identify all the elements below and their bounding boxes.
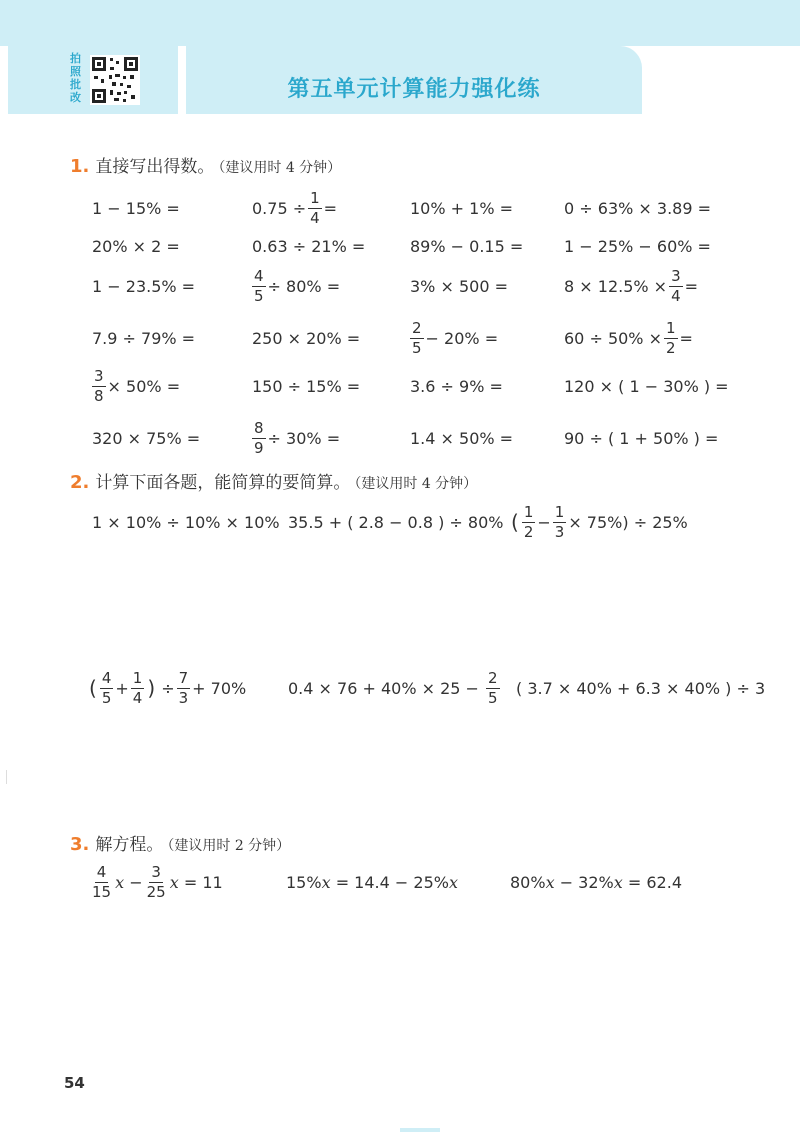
oral-problem: 60 ÷ 50% × $\frac{1}{2}$ = bbox=[564, 318, 693, 357]
section-2-heading: 计算下面各题，能简算的要简算。 bbox=[95, 473, 351, 493]
section-1-heading: 直接写出得数。 bbox=[95, 157, 215, 177]
fraction: $\frac{1}{2}$ bbox=[666, 318, 676, 357]
calc-problem: ( $\frac{4}{5}$ + $\frac{1}{4}$ ) ÷ $\frac{7}{3}$ + 70% bbox=[89, 668, 247, 707]
oral-problem: $\frac{4}{5}$ ÷ 80% = bbox=[254, 266, 341, 305]
section-3-title bbox=[70, 830, 290, 855]
section-2-title bbox=[70, 468, 477, 493]
page-title: 第五单元计算能力强化练 bbox=[287, 77, 541, 102]
oral-problem: 320 × 75% = bbox=[92, 428, 201, 448]
side-mark bbox=[6, 770, 7, 784]
fraction: $\frac{3}{25}$ bbox=[146, 862, 166, 901]
section-2-hint: （建议用时 4 分钟） bbox=[354, 476, 478, 492]
oral-problem: 0 ÷ 63% × 3.89 = bbox=[564, 198, 712, 218]
oral-problem: $\frac{3}{8}$ × 50% = bbox=[94, 366, 181, 405]
fraction: $\frac{4}{5}$ bbox=[254, 266, 264, 305]
oral-problem: $\frac{8}{9}$ ÷ 30% = bbox=[254, 418, 341, 457]
calc-problem: ( $\frac{1}{2}$ − $\frac{1}{3}$ × 75%) ÷ 25% bbox=[511, 502, 688, 541]
oral-problem: 0.63 ÷ 21% = bbox=[252, 236, 366, 256]
fraction: $\frac{8}{9}$ bbox=[254, 418, 264, 457]
qr-code-icon[interactable] bbox=[90, 55, 140, 105]
equation: 15% x = 14.4 − 25% x bbox=[286, 872, 458, 892]
section-3-hint: （建议用时 2 分钟） bbox=[167, 838, 291, 854]
page-number: 54 bbox=[64, 1074, 85, 1092]
fraction: $\frac{1}{4}$ bbox=[132, 668, 143, 707]
section-3-number: 3. bbox=[70, 834, 90, 855]
oral-problem: 1.4 × 50% = bbox=[410, 428, 514, 448]
oral-problem: 3% × 500 = bbox=[410, 276, 508, 296]
fraction: $\frac{1}{3}$ bbox=[554, 502, 565, 541]
fraction: $\frac{3}{4}$ bbox=[671, 266, 681, 305]
calc-problem: 35.5 + ( 2.8 − 0.8 ) ÷ 80% bbox=[288, 512, 504, 532]
oral-problem: 250 × 20% = bbox=[252, 328, 361, 348]
oral-problem: 1 − 15% = bbox=[92, 198, 180, 218]
fraction: $\frac{2}{5}$ bbox=[412, 318, 422, 357]
section-1-title bbox=[70, 152, 341, 177]
section-2-number: 2. bbox=[70, 472, 90, 493]
oral-problem: 8 × 12.5% × $\frac{3}{4}$ = bbox=[564, 266, 699, 305]
fraction: $\frac{4}{5}$ bbox=[101, 668, 112, 707]
section-1-number: 1. bbox=[70, 156, 90, 177]
calc-problem: 0.4 × 76 + 40% × 25 − $\frac{2}{5}$ bbox=[288, 668, 498, 707]
oral-problem: 3.6 ÷ 9% = bbox=[410, 376, 503, 396]
calc-problem: 1 × 10% ÷ 10% × 10% bbox=[92, 512, 280, 532]
oral-problem: 90 ÷ ( 1 + 50% ) = bbox=[564, 428, 719, 448]
equation: 80% x − 32% x = 62.4 bbox=[510, 872, 682, 892]
fraction: $\frac{7}{3}$ bbox=[178, 668, 189, 707]
fraction: $\frac{1}{2}$ bbox=[523, 502, 534, 541]
oral-problem: 0.75 ÷ $\frac{1}{4}$ = bbox=[252, 188, 338, 227]
fraction: $\frac{3}{8}$ bbox=[94, 366, 104, 405]
oral-problem: 7.9 ÷ 79% = bbox=[92, 328, 196, 348]
oral-problem: 1 − 25% − 60% = bbox=[564, 236, 711, 256]
fraction: $\frac{4}{15}$ bbox=[92, 862, 112, 901]
oral-problem: 89% − 0.15 = bbox=[410, 236, 524, 256]
calc-problem: ( 3.7 × 40% + 6.3 × 40% ) ÷ 3 bbox=[516, 678, 766, 698]
oral-problem: 120 × ( 1 − 30% ) = bbox=[564, 376, 729, 396]
fraction: $\frac{2}{5}$ bbox=[488, 668, 498, 707]
fraction: $\frac{1}{4}$ bbox=[310, 188, 320, 227]
bottom-edge-mark bbox=[400, 1128, 440, 1132]
equation: $\frac{4}{15}$ x − $\frac{3}{25}$ x = 11 bbox=[92, 862, 223, 901]
oral-problem: $\frac{2}{5}$ − 20% = bbox=[412, 318, 499, 357]
oral-problem: 150 ÷ 15% = bbox=[252, 376, 361, 396]
oral-problem: 10% + 1% = bbox=[410, 198, 514, 218]
section-1-hint: （建议用时 4 分钟） bbox=[218, 160, 342, 176]
qr-label: 拍 照 批 改 bbox=[70, 52, 81, 104]
section-3-heading: 解方程。 bbox=[95, 835, 164, 855]
oral-problem: 1 − 23.5% = bbox=[92, 276, 196, 296]
oral-problem: 20% × 2 = bbox=[92, 236, 180, 256]
header-band bbox=[0, 0, 800, 46]
